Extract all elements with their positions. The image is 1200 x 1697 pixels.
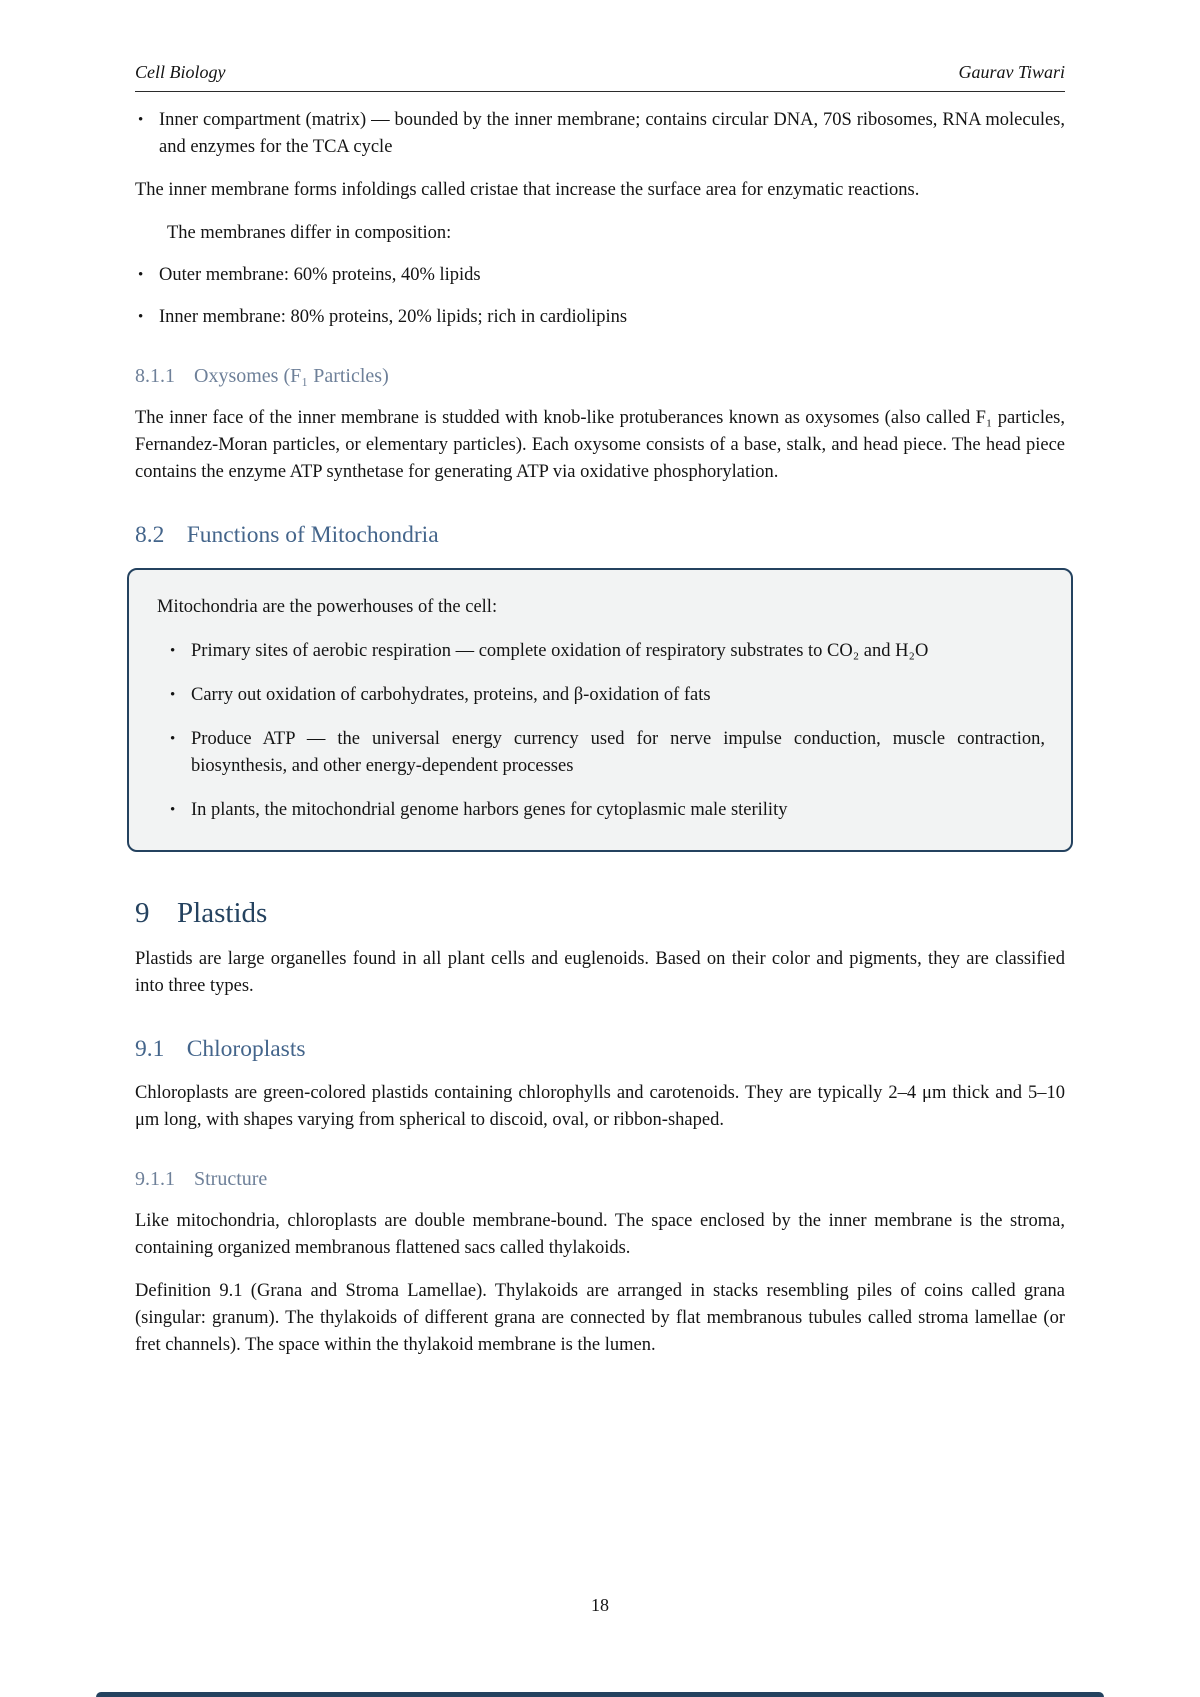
list-item-text: In plants, the mitochondrial genome harbors genes for cytoplasmic male sterility (191, 800, 788, 820)
list-item-text: Primary sites of aerobic respiration — complete oxidation of respiratory substrates to CO₂ and H₂O (191, 641, 929, 661)
cut-off-next-box-top-border (96, 1692, 1104, 1697)
list-item (167, 726, 1045, 780)
box-intro-text: Mitochondria are the powerhouses of the cell: (157, 597, 498, 617)
section-heading-plastids (135, 896, 1065, 930)
paragraph-membranes-differ: The membranes differ in composition: (167, 223, 452, 243)
heading-number: 8.2 (135, 522, 165, 548)
paragraph-oxysomes: The inner face of the inner membrane is studded with knob-like protuberances known as oxysomes (also called F₁ particles, Fernandez-Moran particles, or elementary particles). Each oxysome consists of a base, stalk, and head piece. The head piece contains the enzyme ATP synthetase for generating ATP via oxidative phosphorylation. (135, 408, 1065, 482)
paragraph-structure: Like mitochondria, chloroplasts are double membrane-bound. The space enclosed by the inner membrane is the stroma, containing organized membranous flattened sacs called thylakoids. (135, 1211, 1065, 1258)
functions-highlight-box (127, 568, 1073, 852)
heading-title: Structure (194, 1168, 268, 1190)
subsubsection-heading-oxysomes (135, 363, 1065, 389)
heading-number: 8.1.1 (135, 365, 175, 387)
header-left-text: Cell Biology (135, 62, 226, 82)
heading-number: 9.1.1 (135, 1168, 175, 1190)
heading-title: Chloroplasts (186, 1036, 306, 1062)
membrane-bullet-list (135, 262, 1065, 331)
subsubsection-heading-structure (135, 1166, 1065, 1192)
bullet-marker-icon: • (170, 731, 176, 747)
list-item (167, 797, 1045, 824)
list-item (167, 682, 1045, 709)
list-item (135, 262, 1065, 289)
intro-bullet-list (135, 107, 1065, 161)
bullet-marker-icon: • (138, 267, 144, 283)
heading-title: Plastids (177, 897, 268, 929)
list-item-text: Produce ATP — the universal energy currency used for nerve impulse conduction, muscle contraction, biosynthesis, and other energy-dependent processes (191, 729, 1045, 776)
paragraph-definition-grana: Definition 9.1 (Grana and Stroma Lamellae). Thylakoids are arranged in stacks resembling piles of coins called grana (singular: granum). The thylakoids of different grana are connected by flat membranous tubules called stroma lamellae (or fret channels). The space within the thylakoid membrane is the lumen. (135, 1281, 1065, 1355)
page-number: 18 (591, 1595, 609, 1615)
header-right-text: Gaurav Tiwari (958, 62, 1065, 82)
bullet-marker-icon: • (170, 643, 176, 659)
paragraph-chloroplasts: Chloroplasts are green-colored plastids containing chlorophylls and carotenoids. They are typically 2–4 μm thick and 5–10 μm long, with shapes varying from spherical to discoid, oval, or ribbon-shaped. (135, 1083, 1065, 1130)
heading-number: 9.1 (135, 1036, 165, 1062)
list-item (135, 304, 1065, 331)
list-item (135, 107, 1065, 161)
paragraph-cristae: The inner membrane forms infoldings called cristae that increase the surface area for enzymatic reactions. (135, 180, 920, 200)
list-item-text: Inner compartment (matrix) — bounded by the inner membrane; contains circular DNA, 70S ribosomes, RNA molecules, and enzymes for the TCA cycle (159, 110, 1065, 157)
subsection-heading-chloroplasts (135, 1034, 1065, 1064)
bullet-marker-icon: • (170, 802, 176, 818)
bullet-marker-icon: • (170, 687, 176, 703)
list-item-text: Carry out oxidation of carbohydrates, proteins, and β-oxidation of fats (191, 685, 711, 705)
bullet-marker-icon: • (138, 309, 144, 325)
subsection-heading-functions (135, 520, 1065, 550)
page-header (135, 60, 1065, 92)
heading-number: 9 (135, 897, 150, 929)
functions-bullet-list (157, 638, 1045, 824)
list-item (167, 638, 1045, 665)
list-item-text: Inner membrane: 80% proteins, 20% lipids; rich in cardiolipins (159, 307, 628, 327)
page-footer (0, 1592, 1200, 1619)
paragraph-plastids: Plastids are large organelles found in all plant cells and euglenoids. Based on their color and pigments, they are classified into three types. (135, 949, 1065, 996)
bullet-marker-icon: • (138, 112, 144, 128)
list-item-text: Outer membrane: 60% proteins, 40% lipids (159, 265, 481, 285)
heading-title: Functions of Mitochondria (186, 522, 439, 548)
heading-title: Oxysomes (F₁ Particles) (194, 365, 389, 387)
